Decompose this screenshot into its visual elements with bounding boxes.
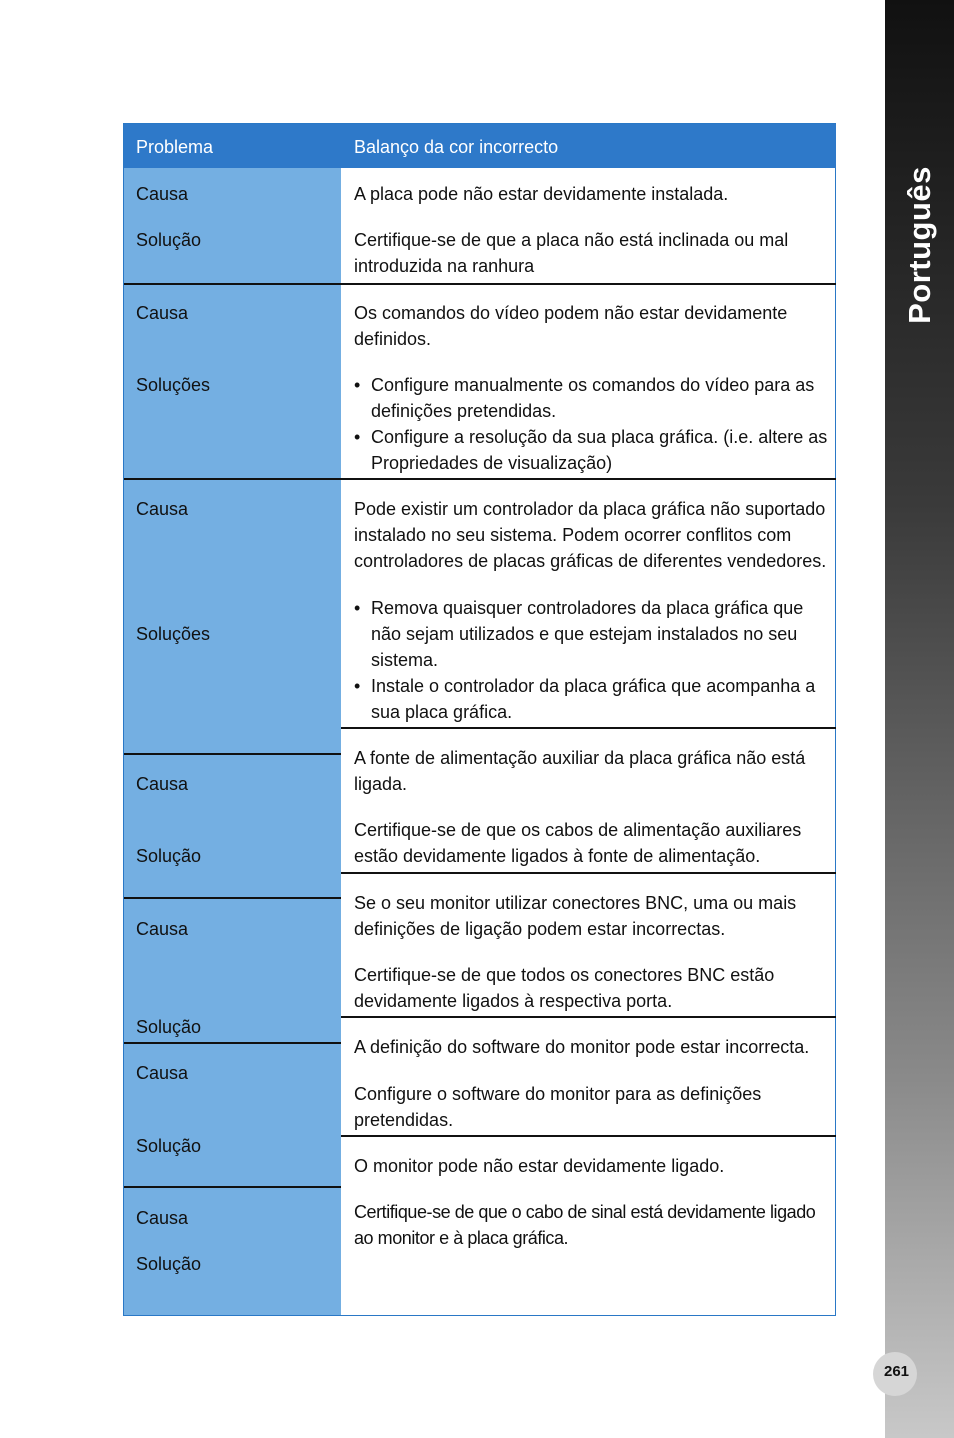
header-problem-value: Balanço da cor incorrecto [354, 137, 559, 157]
row-divider [124, 283, 836, 285]
row-divider [341, 1135, 836, 1137]
row-divider [341, 872, 836, 874]
solution-text: Certifique-se de que o cabo de sinal está devidamente ligado ao monitor e à placa gráfica. [354, 1202, 816, 1248]
solution-label: Soluções [136, 624, 211, 644]
row-divider [124, 1186, 341, 1188]
cause-label: Causa [136, 1063, 189, 1083]
cause-text: A placa pode não estar devidamente instalada. [354, 184, 729, 204]
cause-text: A fonte de alimentação auxiliar da placa gráfica não está ligada. [354, 748, 806, 794]
solution-text: Configure o software do monitor para as definições pretendidas. [354, 1084, 762, 1130]
solution-label: Solução [136, 1136, 202, 1156]
row-divider [124, 1042, 341, 1044]
solution-label: Solução [136, 1017, 202, 1037]
solution-text: Certifique-se de que os cabos de alimentação auxiliares estão devidamente ligados à fonte de alimentação. [354, 820, 802, 866]
cause-text: A definição do software do monitor pode estar incorrecta. [354, 1037, 810, 1057]
row-divider [124, 753, 341, 755]
cause-label: Causa [136, 919, 189, 939]
header-problem-label: Problema [136, 137, 214, 157]
solution-label: Soluções [136, 375, 211, 395]
cause-label: Causa [136, 774, 189, 794]
language-tab-label: Português [901, 166, 937, 324]
cause-label: Causa [136, 303, 189, 323]
row-divider [124, 897, 341, 899]
solution-text: Certifique-se de que todos os conectores BNC estão devidamente ligados à respectiva porta. [354, 965, 775, 1011]
row-divider [341, 1016, 836, 1018]
solution-label: Solução [136, 846, 202, 866]
cause-label: Causa [136, 499, 189, 519]
page-number: 261 [884, 1363, 910, 1380]
solution-text: Certifique-se de que a placa não está inclinada ou mal introduzida na ranhura [354, 230, 789, 276]
solution-label: Solução [136, 1254, 202, 1274]
cause-text: O monitor pode não estar devidamente ligado. [354, 1156, 725, 1176]
row-divider [341, 727, 836, 729]
solution-label: Solução [136, 230, 202, 250]
cause-text: Pode existir um controlador da placa gráfica não suportado instalado no seu sistema. Podem ocorrer conflitos com controladores de placas gráficas de diferentes vendedores. [354, 499, 827, 571]
cause-label: Causa [136, 184, 189, 204]
cause-text: Os comandos do vídeo podem não estar devidamente definidos. [354, 303, 788, 349]
cause-label: Causa [136, 1208, 189, 1228]
row-divider [124, 478, 836, 480]
cause-text: Se o seu monitor utilizar conectores BNC, uma ou mais definições de ligação podem estar incorrectas. [354, 893, 797, 939]
